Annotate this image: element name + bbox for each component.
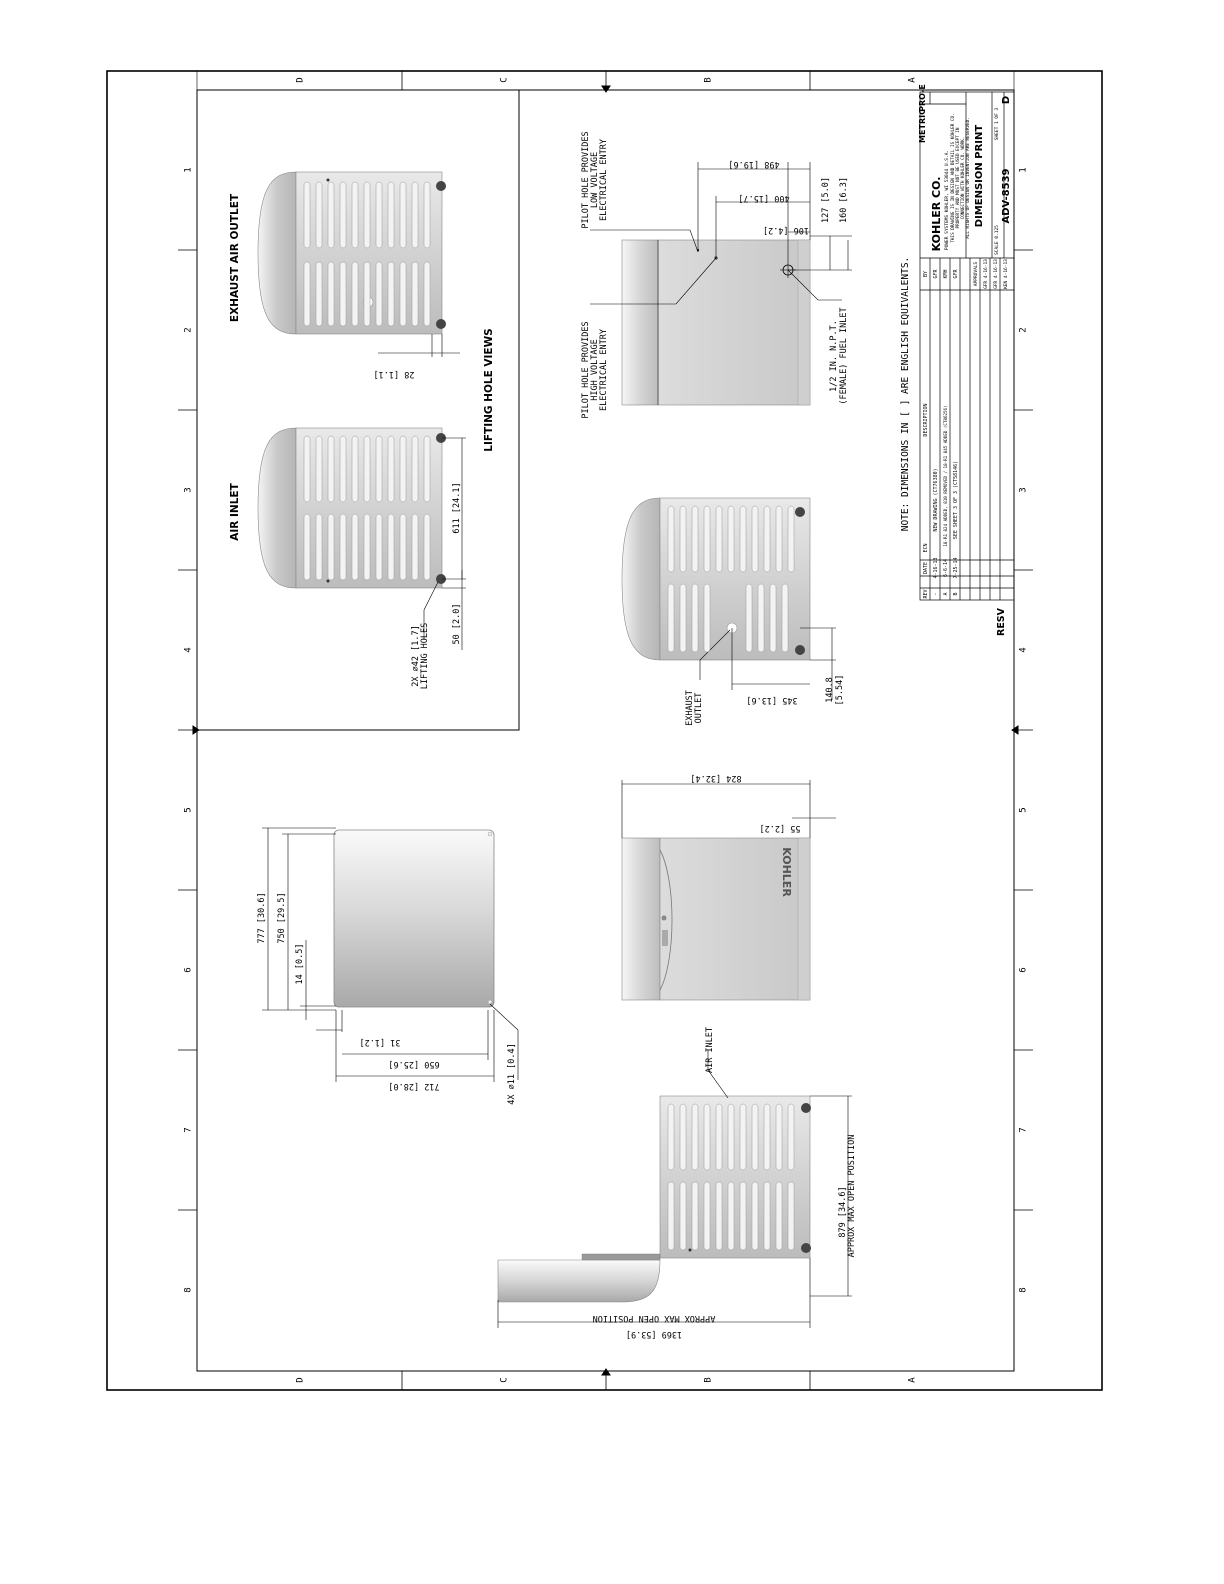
rev-table-header: DESCRIPTION	[923, 403, 929, 437]
lifting-hole-views-title: LIFTING HOLE VIEWS	[483, 328, 495, 452]
dim-label: 400 [15.7]	[738, 193, 790, 203]
louver-slot	[740, 506, 746, 572]
kohler-brand-text: KOHLER	[780, 847, 793, 897]
louver-slot	[316, 436, 322, 502]
dim-label: 750 [29.5]	[277, 892, 287, 944]
louver-slot	[776, 1182, 782, 1250]
zone-letter: A	[907, 1377, 918, 1383]
side-view	[622, 240, 810, 405]
louver-slot	[400, 514, 406, 580]
rev-table-header: ECN	[923, 543, 929, 553]
dim-label: 777 [30.6]	[257, 892, 267, 944]
top-view	[334, 830, 494, 1007]
louver-slot	[412, 514, 418, 580]
zone-number: 2	[1018, 327, 1029, 333]
rev-cell: KMH	[943, 269, 949, 279]
louver-slot	[764, 1104, 770, 1170]
document-title: DIMENSION PRINT	[974, 124, 985, 228]
resv-label: RESV	[996, 608, 1007, 636]
louver-slot	[424, 514, 430, 580]
louver-slot	[668, 506, 674, 572]
rev-cell: SEE SHEET 3 OF 3 (CT58146)	[953, 460, 959, 540]
louver-slot	[424, 436, 430, 502]
zone-letter: C	[499, 1377, 510, 1383]
pilot-low-label: PILOT HOLE PROVIDES	[581, 131, 591, 229]
company-address: POWER SYSTEMS KOHLER, WI 53044 U.S.A.	[945, 149, 950, 251]
louver-slot	[788, 506, 794, 572]
hole-callout: 4X ⌀11 [0.4]	[507, 1043, 517, 1105]
louver-slot	[328, 182, 334, 248]
louver-slot	[388, 182, 394, 248]
louver-slot	[704, 506, 710, 572]
dim-label: 106 [4.2]	[762, 225, 810, 235]
dim-label: 31 [1.2]	[359, 1037, 401, 1047]
louver-slot	[782, 584, 788, 652]
louver-slot	[680, 506, 686, 572]
rev-table-header: DATE	[923, 561, 929, 575]
document-number: ADV-8539	[1001, 168, 1012, 224]
louver-slot	[668, 1104, 674, 1170]
louver-slot	[400, 182, 406, 248]
dim-label: 160 [6.3]	[839, 176, 849, 224]
louver-slot	[728, 1182, 734, 1250]
approvals-label: APPROVALS	[974, 261, 979, 287]
zone-number: 7	[183, 1127, 194, 1133]
louver-slot	[328, 514, 334, 580]
pilot-high-label: ELECTRICAL ENTRY	[599, 329, 609, 411]
dim-label: 50 [2.0]	[452, 603, 462, 645]
louver-slot	[704, 1104, 710, 1170]
dimension-note: NOTE: DIMENSIONS IN [ ] ARE ENGLISH EQUIVALENTS.	[900, 256, 911, 532]
zone-number: 4	[1018, 647, 1029, 653]
rights-text: CONNECTION WITH KOHLER CO. WORK.	[961, 136, 966, 220]
louver-slot	[304, 514, 310, 580]
louver-slot	[740, 1182, 746, 1250]
louver-slot	[376, 514, 382, 580]
louver-slot	[680, 1104, 686, 1170]
front-view	[622, 838, 810, 1000]
louver-slot	[388, 436, 394, 502]
pro-e-label: PRO-E	[918, 84, 927, 112]
dim-label: 140.8	[825, 677, 835, 703]
louver-slot	[364, 436, 370, 502]
louver-slot	[412, 436, 418, 502]
zone-number: 5	[183, 807, 194, 813]
louver-slot	[352, 436, 358, 502]
louver-slot	[424, 262, 430, 326]
rights-text: ALL RIGHTS OF DESIGN OR INVENTION ARE RESERVED.	[966, 117, 971, 239]
zone-letter: A	[907, 77, 918, 83]
louver-slot	[752, 1182, 758, 1250]
zone-letter: B	[703, 1377, 714, 1383]
louver-slot	[376, 436, 382, 502]
drawing-frame	[107, 71, 1102, 1390]
louver-slot	[340, 514, 346, 580]
approval-row: KEN 4-16-13	[1004, 259, 1009, 289]
louver-slot	[352, 262, 358, 326]
zone-letter: B	[703, 77, 714, 83]
dim-label: 55 [2.2]	[759, 823, 801, 833]
dim-label: 28 [1.1]	[373, 369, 415, 379]
louver-slot	[316, 182, 322, 248]
louver-slot	[692, 584, 698, 652]
louver-slot	[716, 1182, 722, 1250]
louver-slot	[680, 584, 686, 652]
dim-label: 127 [5.0]	[821, 176, 831, 224]
exhaust-outlet-label: OUTLET	[694, 692, 704, 724]
louver-slot	[352, 514, 358, 580]
louver-slot	[668, 1182, 674, 1250]
rev-cell: A	[943, 592, 949, 596]
exhaust-outlet-label: EXHAUST	[685, 690, 695, 726]
louver-slot	[746, 584, 752, 652]
rev-cell: 6-6-14	[943, 558, 949, 578]
louver-slot	[728, 1104, 734, 1170]
zone-letter: D	[295, 77, 306, 83]
pilot-high-label: PILOT HOLE PROVIDES	[581, 321, 591, 419]
exhaust-air-outlet-label: EXHAUST AIR OUTLET	[229, 193, 241, 323]
dim-label: 345 [13.6]	[746, 695, 798, 705]
scale-label: SCALE 0.125	[995, 225, 1000, 255]
exhaust-view-texts	[685, 675, 845, 726]
louver-slot	[364, 182, 370, 248]
louver-slot	[376, 262, 382, 326]
louver-slot	[776, 506, 782, 572]
louver-slot	[400, 262, 406, 326]
louver-slot	[740, 1104, 746, 1170]
rev-table-header: REV	[923, 589, 929, 599]
louver-slot	[764, 1182, 770, 1250]
louver-slot	[376, 182, 382, 248]
dim-label: APPROX MAX OPEN POSITION	[592, 1313, 716, 1323]
dim-label: 1369 [53.9]	[625, 1329, 683, 1339]
dim-label: APPROX MAX OPEN POSITION	[847, 1134, 857, 1258]
louver-slot	[352, 182, 358, 248]
rev-cell: NEW DRAWING (CT76380)	[933, 468, 939, 532]
louver-slot	[364, 514, 370, 580]
kohler-company-logo: KOHLER CO.	[930, 176, 943, 252]
louver-slot	[316, 514, 322, 580]
rev-cell: GFR	[953, 269, 959, 279]
rev-cell: B	[953, 592, 959, 596]
louver-slot	[704, 584, 710, 652]
louver-slot	[764, 506, 770, 572]
louver-slot	[752, 1104, 758, 1170]
louver-slot	[412, 182, 418, 248]
louver-slot	[770, 584, 776, 652]
louver-slot	[704, 1182, 710, 1250]
dim-label: 498 [19.6]	[728, 159, 780, 169]
louver-slot	[776, 1104, 782, 1170]
louver-slot	[716, 506, 722, 572]
zone-number: 6	[183, 967, 194, 973]
approval-row: GFR 4-16-13	[984, 259, 989, 289]
fuel-inlet-label: 1/2 IN. N.P.T.	[829, 320, 839, 392]
metric-label: METRIC	[918, 109, 927, 143]
louver-slot	[680, 1182, 686, 1250]
louver-slot	[758, 584, 764, 652]
rev-cell: 4-16-13	[933, 557, 939, 579]
front-view-dims	[622, 780, 836, 838]
louver-slot	[412, 262, 418, 326]
zone-number: 3	[183, 487, 194, 493]
dim-label: 879 [34.6]	[838, 1186, 848, 1238]
dim-label: 14 [0.5]	[295, 943, 305, 985]
zone-number: 8	[1018, 1287, 1029, 1293]
sheet-label: SHEET 1 OF 3	[995, 107, 1000, 141]
zone-number: 6	[1018, 967, 1029, 973]
rights-text: PROPERTY AND MUST NOT BE USED EXCEPT IN	[956, 127, 961, 229]
air-inlet-callout: AIR INLET	[705, 1026, 715, 1074]
louver-slot	[692, 506, 698, 572]
rev-cell: -	[933, 592, 939, 596]
approval-row: GFR 4-16-13	[994, 259, 999, 289]
louver-slot	[340, 436, 346, 502]
louver-slot	[716, 1104, 722, 1170]
louver-slot	[388, 262, 394, 326]
zone-number: 4	[183, 647, 194, 653]
air-inlet-label: AIR INLET	[229, 483, 241, 541]
rights-text: THIS DRAWING IS IN DESIGN AND DETAIL IS KOHLER CO.	[951, 113, 956, 243]
lifting-holes-label: 2X ⌀42 [1.7]	[411, 625, 421, 687]
louver-slot	[424, 182, 430, 248]
fuel-inlet-label: (FEMALE) FUEL INLET	[839, 307, 849, 405]
louver-slot	[668, 584, 674, 652]
rev-cell: 7-25-14	[953, 557, 959, 579]
zone-number: 7	[1018, 1127, 1029, 1133]
louver-slot	[388, 514, 394, 580]
louver-slot	[752, 506, 758, 572]
louver-slot	[364, 262, 370, 326]
zone-number: 3	[1018, 487, 1029, 493]
zone-number: 5	[1018, 807, 1029, 813]
zone-number: 2	[183, 327, 194, 333]
louver-slot	[304, 262, 310, 326]
pilot-low-label: LOW VOLTAGE	[590, 151, 600, 209]
louver-slot	[400, 436, 406, 502]
zone-number: 1	[183, 167, 194, 173]
louver-slot	[328, 262, 334, 326]
front-view-texts	[690, 773, 800, 833]
dim-label: 650 [25.6]	[388, 1059, 440, 1069]
title-block-texts	[918, 84, 1012, 636]
louver-slot	[316, 262, 322, 326]
louver-slot	[340, 262, 346, 326]
zone-letter: C	[499, 77, 510, 83]
rev-table-header: BY	[923, 270, 929, 278]
rev-cell: 18-R1 824 ADDED, 810 REMOVED / 18-R1 845 ADDED (CT86256)	[943, 405, 948, 547]
louver-slot	[340, 182, 346, 248]
louver-slot	[728, 506, 734, 572]
zone-number: 8	[183, 1287, 194, 1293]
pilot-low-label: ELECTRICAL ENTRY	[599, 139, 609, 221]
zone-letter: D	[295, 1377, 306, 1383]
louver-slot	[692, 1182, 698, 1250]
dim-label: 712 [28.0]	[388, 1081, 440, 1091]
louver-slot	[304, 182, 310, 248]
louver-slot	[328, 436, 334, 502]
dim-label: 611 [24.1]	[452, 482, 462, 534]
louver-slot	[788, 1104, 794, 1170]
dim-label: [5.54]	[835, 674, 845, 706]
zone-number: 1	[1018, 167, 1029, 173]
dim-label: 824 [32.4]	[690, 773, 742, 783]
drawing-size-letter: D	[1001, 95, 1012, 105]
rev-cell: GFR	[933, 269, 939, 279]
louver-slot	[788, 1182, 794, 1250]
pilot-high-label: HIGH VOLTAGE	[590, 339, 600, 401]
louver-slot	[304, 436, 310, 502]
lifting-holes-label: LIFTING HOLES	[420, 622, 430, 690]
louver-slot	[692, 1104, 698, 1170]
